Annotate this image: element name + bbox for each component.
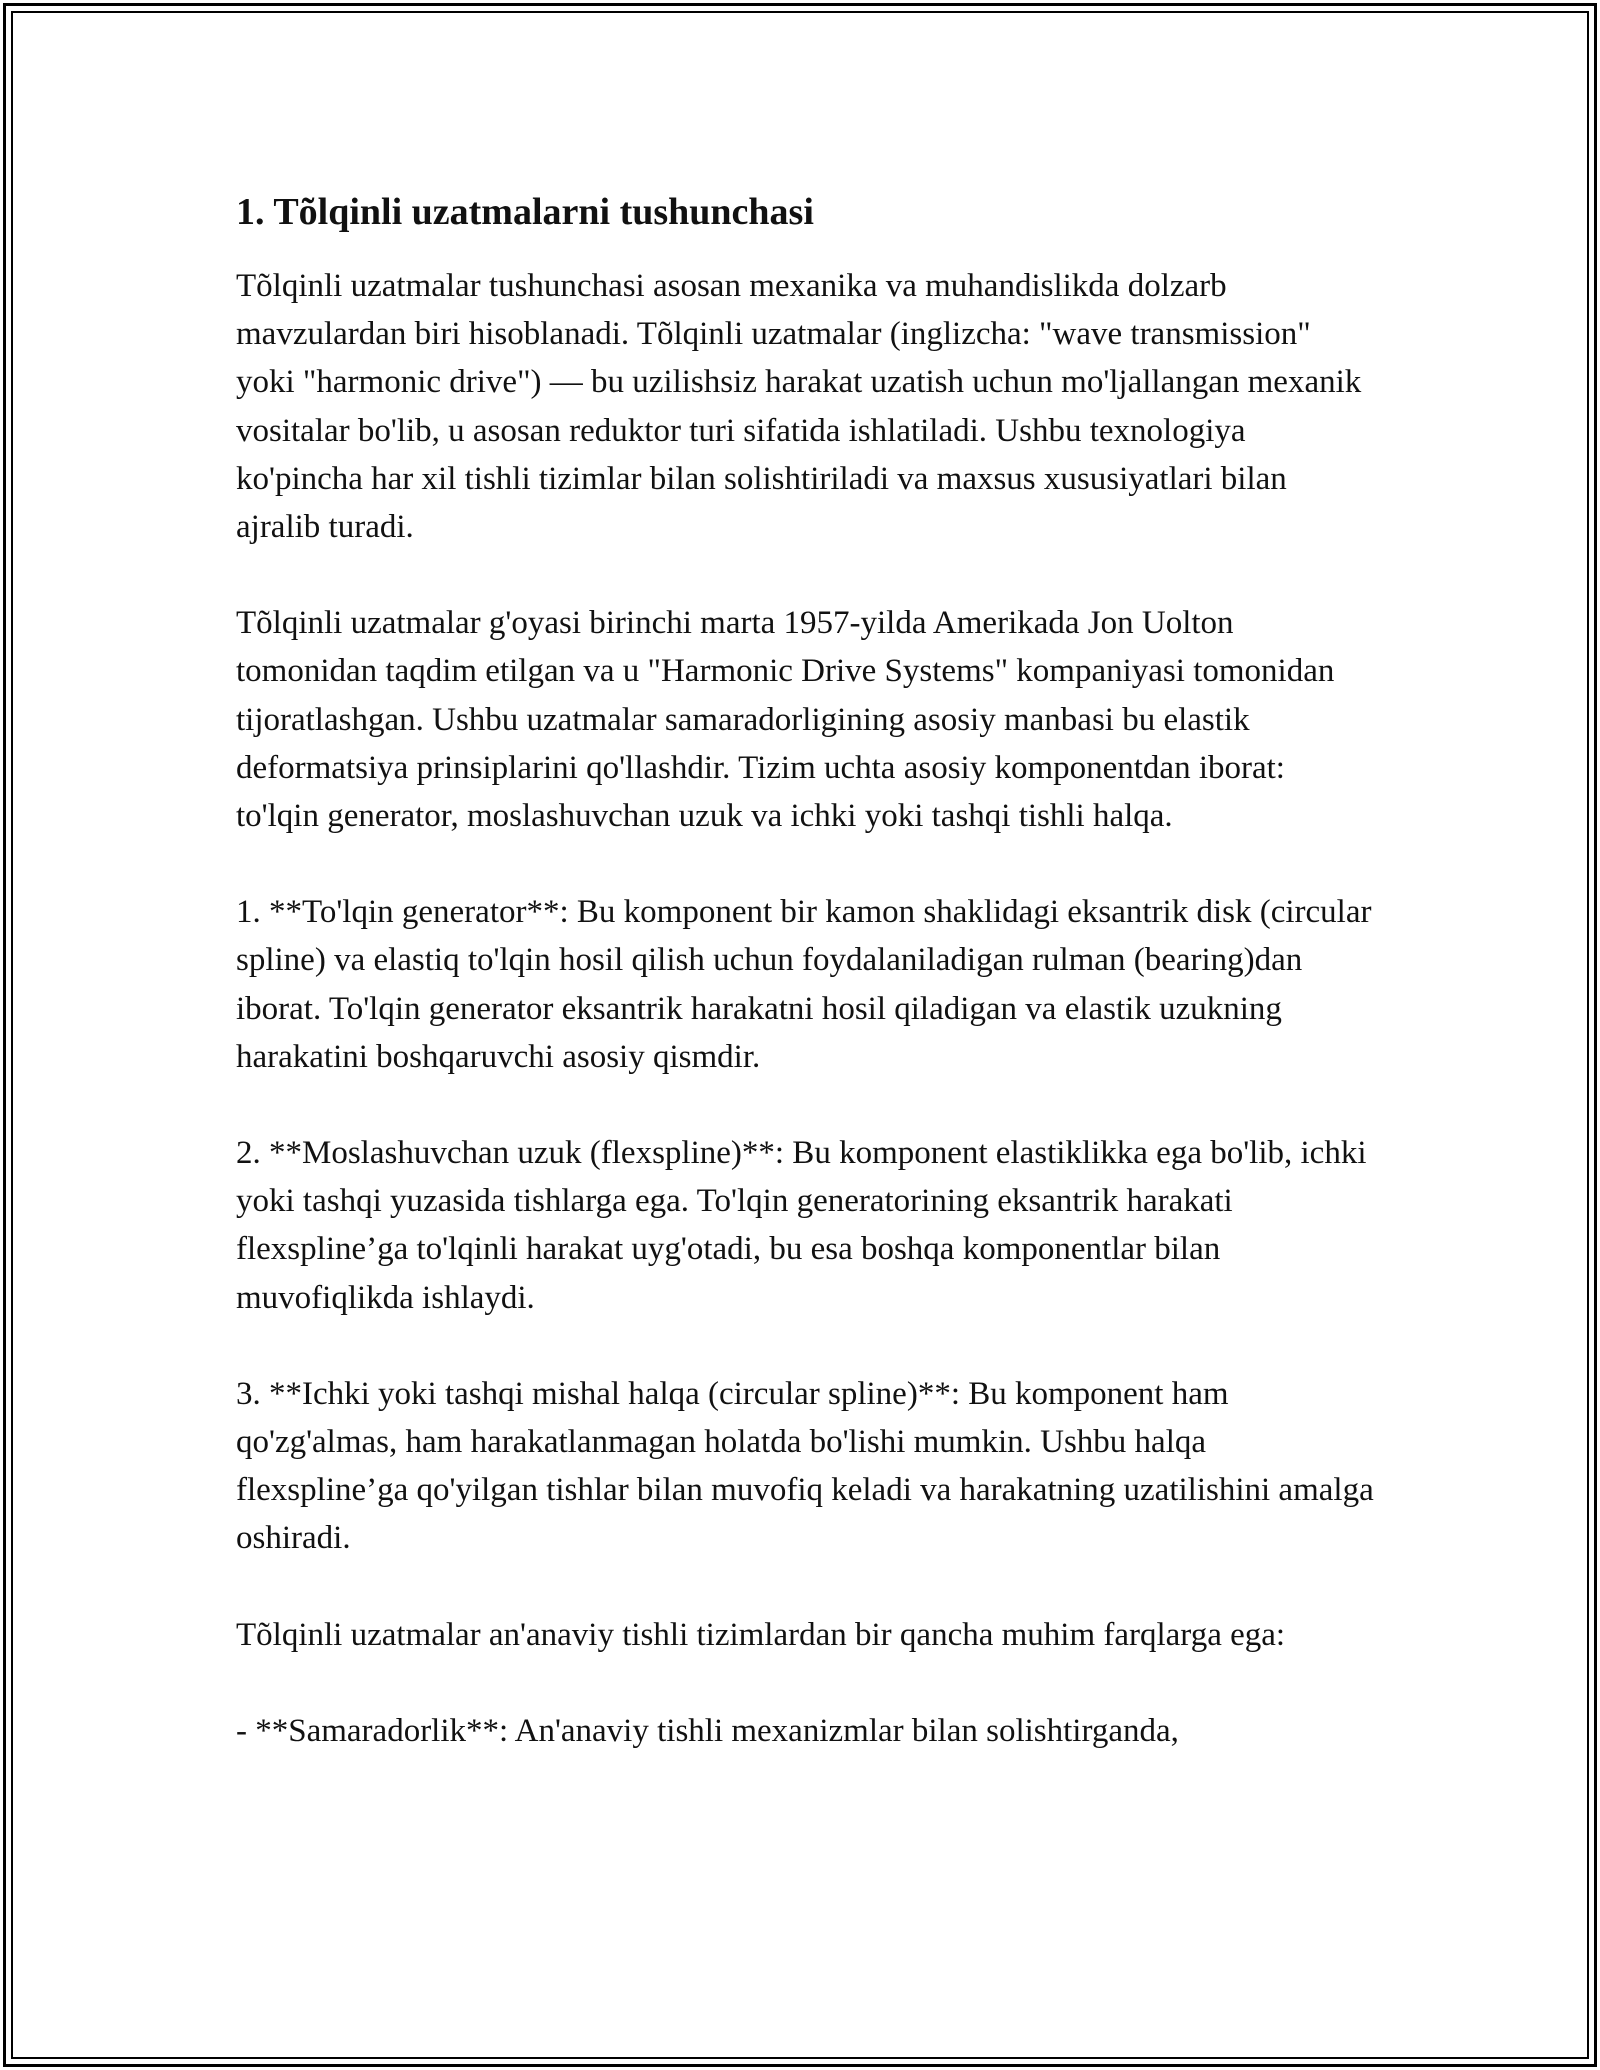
list-item-flexspline: 2. **Moslashuvchan uzuk (flexspline)**: Bu komponent elastiklikka ega bo'lib, ichki yoki tashqi yuzasida tishlarga ega. To'lqin generatorining eksantrik harakati flexspline’ga to'lqinli harakat uyg'otadi, bu esa boshqa komponentlar bilan muvofiqlikda ishlaydi. (236, 1135, 1367, 1316)
paragraph-intro: Tõlqinli uzatmalar tushunchasi asosan mexanika va muhandislikda dolzarb mavzulardan biri hisoblanadi. Tõlqinli uzatmalar (inglizcha: "wave transmission" yoki "harmonic drive") — bu uzilishsiz harakat uzatish uchun mo'ljallangan mexanik vositalar bo'lib, u asosan reduktor turi sifatida ishlatiladi. Ushbu texnologiya ko'pincha har xil tishli tizimlar bilan solishtiriladi va maxsus xususiyatlari bilan ajralib turadi. (236, 268, 1362, 546)
document-body (236, 188, 1376, 1803)
list-item-circular-spline: 3. **Ichki yoki tashqi mishal halqa (circular spline)**: Bu komponent ham qo'zg'almas, ham harakatlanmagan holatda bo'lishi mumkin. Ushbu halqa flexspline’ga qo'yilgan tishlar bilan muvofiq keladi va harakatning uzatilishini amalga oshiradi. (236, 1375, 1374, 1557)
list-item-wave-generator: 1. **To'lqin generator**: Bu komponent bir kamon shaklidagi eksantrik disk (circular spline) va elastiq to'lqin hosil qilish uchun foydalaniladigan rulman (bearing)dan iborat. To'lqin generator eksantrik harakatni hosil qiladigan va elastik uzukning harakatini boshqaruvchi asosiy qismdir. (236, 894, 1372, 1075)
bullet-efficiency: - **Samaradorlik**: An'anaviy tishli mexanizmlar bilan solishtirganda, (236, 1712, 1179, 1749)
paragraph-history: Tõlqinli uzatmalar g'oyasi birinchi marta 1957-yilda Amerikada Jon Uolton tomonidan taqdim etilgan va u "Harmonic Drive Systems" kompaniyasi tomonidan tijoratlashgan. Ushbu uzatmalar samaradorligining asosiy manbasi bu elastik deformatsiya prinsiplarini qo'llashdir. Tizim uchta asosiy komponentdan iborat: to'lqin generator, moslashuvchan uzuk va ichki yoki tashqi tishli halqa. (236, 605, 1335, 835)
paragraph-differences: Tõlqinli uzatmalar an'anaviy tishli tizimlardan bir qancha muhim farqlarga ega: (236, 1616, 1286, 1653)
section-heading: 1. Tõlqinli uzatmalarni tushunchasi (236, 191, 814, 233)
